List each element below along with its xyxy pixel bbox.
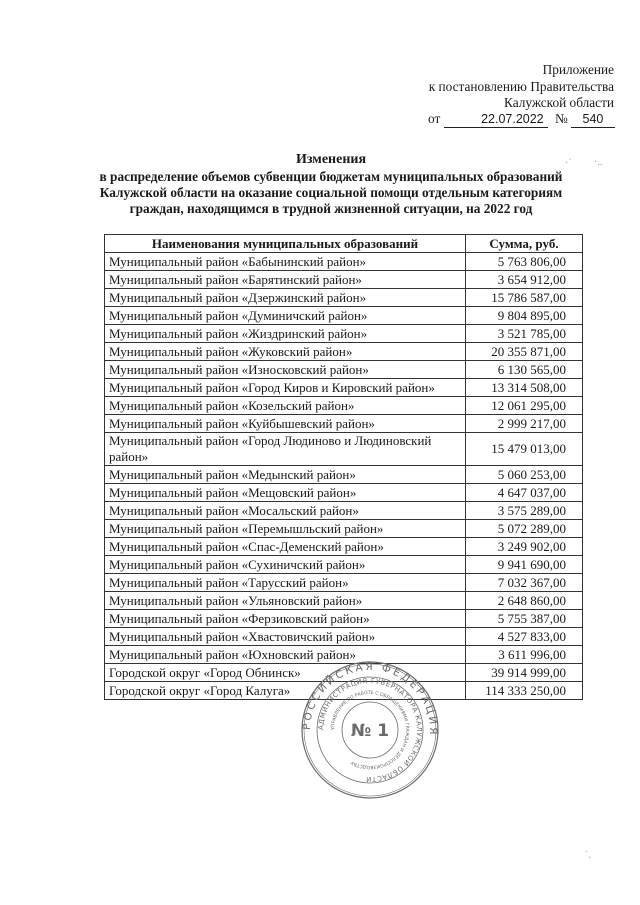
header-resolution: к постановлению Правительства [428,78,614,94]
table-row [105,343,583,361]
table-row [105,574,583,592]
seal-number: № 1 [350,721,390,741]
subvention-sum: 5 060 253,00 [466,466,583,484]
document-title [96,152,566,217]
subvention-sum: 9 941 690,00 [466,556,583,574]
municipality-name: Муниципальный район «Ульяновский район» [105,592,466,610]
resolution-date: 22.07.2022 [444,112,548,128]
table-row [105,307,583,325]
municipality-name: Муниципальный район «Куйбышевский район» [105,415,466,433]
subvention-sum: 39 914 999,00 [466,664,583,682]
subvention-sum: 15 479 013,00 [466,433,583,466]
municipality-name: Городской округ «Город Обнинск» [105,664,466,682]
municipality-name: Муниципальный район «Жуковский район» [105,343,466,361]
column-header-name: Наименования муниципальных образований [105,235,466,253]
subvention-sum: 3 521 785,00 [466,325,583,343]
scan-speck: ·ˊ [565,158,572,169]
table-row [105,397,583,415]
municipality-name: Муниципальный район «Сухиничский район» [105,556,466,574]
subvention-sum: 15 786 587,00 [466,289,583,307]
municipality-name: Муниципальный район «Хвастовичский район» [105,628,466,646]
resolution-number: 540 [571,112,615,128]
table-row [105,538,583,556]
subvention-sum: 5 755 387,00 [466,610,583,628]
table-row [105,592,583,610]
municipality-name: Муниципальный район «Тарусский район» [105,574,466,592]
column-header-sum: Сумма, руб. [466,235,583,253]
table-row [105,433,583,466]
municipality-name: Муниципальный район «Жиздринский район» [105,325,466,343]
seal-outer-text: РОССИЙСКАЯ ФЕДЕРАЦИЯ [300,660,440,738]
subvention-sum: 9 804 895,00 [466,307,583,325]
table-row [105,379,583,397]
municipality-name: Муниципальный район «Спас-Деменский район» [105,538,466,556]
municipality-name: Муниципальный район «Барятинский район» [105,271,466,289]
subvention-sum: 5 763 806,00 [466,253,583,271]
municipality-name: Муниципальный район «Дзержинский район» [105,289,466,307]
scan-speck: ·.. [594,157,603,168]
document-header [429,62,614,112]
resolution-dateline [428,111,615,128]
number-prefix: № [554,111,568,126]
header-region: Калужской области [504,95,614,110]
table-header-row [105,235,583,253]
table-row [105,484,583,502]
subvention-sum: 3 575 289,00 [466,502,583,520]
table-row [105,271,583,289]
subvention-sum: 3 611 996,00 [466,646,583,664]
table-row [105,628,583,646]
municipality-name: Городской округ «Город Калуга» [105,682,466,700]
title-line-3: граждан, находящимся в трудной жизненной ситуации, на 2022 год [129,201,533,216]
table-row [105,466,583,484]
municipality-name: Муниципальный район «Бабынинский район» [105,253,466,271]
municipality-name: Муниципальный район «Мосальский район» [105,502,466,520]
title-heading: Изменения [295,152,367,167]
subvention-sum: 20 355 871,00 [466,343,583,361]
table-row [105,520,583,538]
municipality-name: Муниципальный район «Медынский район» [105,466,466,484]
subvention-sum: 5 072 289,00 [466,520,583,538]
subvention-sum: 114 333 250,00 [466,682,583,700]
subvention-sum: 3 654 912,00 [466,271,583,289]
seal-middle-text: АДМИНИСТРАЦИЯ ГУБЕРНАТОРА КАЛУЖСКОЙ ОБЛАСТИ [316,676,424,784]
municipality-name: Муниципальный район «Износковский район» [105,361,466,379]
municipality-name: Муниципальный район «Юхновский район» [105,646,466,664]
table-row [105,556,583,574]
table-row [105,361,583,379]
subvention-sum: 7 032 367,00 [466,574,583,592]
subvention-sum: 12 061 295,00 [466,397,583,415]
official-seal-icon [300,660,440,800]
municipality-name: Муниципальный район «Ферзиковский район» [105,610,466,628]
table-row [105,610,583,628]
subvention-sum: 6 130 565,00 [466,361,583,379]
municipality-name: Муниципальный район «Мещовский район» [105,484,466,502]
header-appendix: Приложение [542,62,614,77]
table-row [105,415,583,433]
seal-inner-text: УПРАВЛЕНИЕ ПО РАБОТЕ С ОБРАЩЕНИЯМИ ГРАЖДАН И ДЕЛОПРОИЗВОДСТВУ [330,690,410,770]
table-row [105,502,583,520]
table-body [105,253,583,700]
municipality-name: Муниципальный район «Думиничский район» [105,307,466,325]
municipality-name: Муниципальный район «Козельский район» [105,397,466,415]
subvention-sum: 2 648 860,00 [466,592,583,610]
subvention-sum: 13 314 508,00 [466,379,583,397]
municipality-name: Муниципальный район «Город Людиново и Людиновский район» [105,433,466,466]
title-line-2: Калужской области на оказание социальной помощи отдельным категориям [99,185,563,200]
title-line-1: в распределение объемов субвенции бюджетам муниципальных образований [99,169,563,184]
subvention-sum: 2 999 217,00 [466,415,583,433]
subvention-sum: 4 527 833,00 [466,628,583,646]
municipality-name: Муниципальный район «Город Киров и Кировский район» [105,379,466,397]
table-row [105,289,583,307]
table-row [105,253,583,271]
table-row [105,325,583,343]
municipality-name: Муниципальный район «Перемышльский район» [105,520,466,538]
subvention-sum: 4 647 037,00 [466,484,583,502]
subvention-sum: 3 249 902,00 [466,538,583,556]
subvention-table [104,234,583,700]
date-prefix: от [428,111,441,126]
scan-speck: ˙. [585,850,591,861]
